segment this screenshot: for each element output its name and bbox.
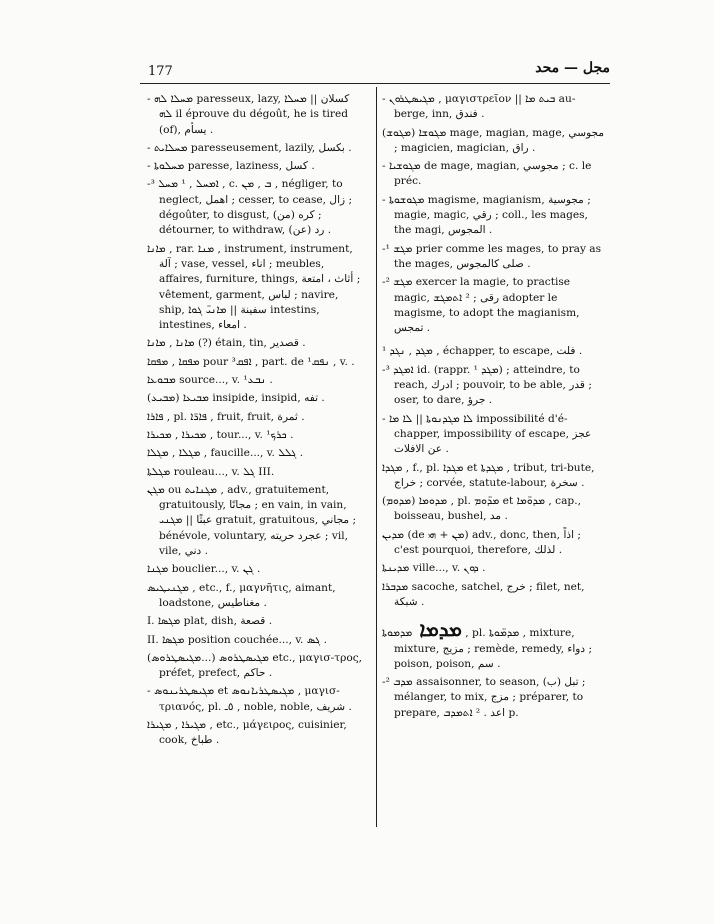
- entry-text: -³ ܐܡܓܕ id. (rappr. ¹ ܡܓܕ) ; atteindre, to reach, ادرك ; pouvoir, to be able, قدر ; oser, to dare, جرؤ .: [382, 363, 592, 407]
- dictionary-entry: [147, 483, 364, 559]
- entry-text: ܡܓܠܬܐ rouleau..., v. ܓܠ III.: [147, 465, 275, 478]
- entry-text: - ܡܚܠܐ ܠܗ paresseux, lazy, كسلان || ܡܚܠܐ ܠܗ il éprouve du dégoût, he is tired (of), يسأم .: [147, 93, 350, 136]
- entry-text: ܡܓܕܐ , f., pl. ܡܓܕܐ et ܡܓܕܬܐ , tribut, tri-bute, خراج ; corvée, statute-labour, سخرة .: [382, 461, 595, 489]
- dictionary-entry: [382, 494, 608, 525]
- entry-text: ܡܓܝܪܐ , ܡܓܝܪܐ , etc., μάγειρος, cuisinier, cook, طباخ .: [147, 718, 347, 747]
- dictionary-entry: [147, 336, 364, 351]
- entry-text: I. ܡܓܣܐ plat, dish, قصعة .: [147, 615, 273, 628]
- entry-text: - ܡܓܝܣܛܪܝܢܘܣ et ܡܓܝܣܛܪܝܐܢܘܣ , μαγισ-τριανός, pl. ٥ـ , noble, noble, شريف .: [147, 685, 352, 713]
- entry-text: - ܡܓܝܣܛܪܘܢ , μαγιστρεῖον || ܒܝܬ ܡܐ au-berge, inn, فندق .: [382, 93, 576, 121]
- entry-text: ܡܐܢܐ , ܡܐܢܐ (?) étain, tin, قصدير .: [147, 337, 306, 350]
- entry-text: ܡܕܡܘܬܐ , pl. ܡܕܡ̈ܘܬܐ , mixture, mixture, مزيج ; remède, remedy, دواء ; poison, poison, سم .: [382, 627, 593, 670]
- dictionary-entry: [147, 391, 364, 406]
- dictionary-entry: [147, 718, 364, 749]
- dictionary-entry: [382, 561, 608, 576]
- dictionary-entry: [147, 410, 364, 425]
- entry-text: ܡܐܢܐ , rar. ܡܢܐ , instrument, instrument, آلة ; vase, vessel, اناء ; meubles, affaires, furniture, things, أثاث ، امتعة ; vêtement, garment, لباس ; navire, ship, سفينة || ܡܐܢܝ̈ ܓܘܐ intestins, intestines, امعاء .: [147, 242, 361, 332]
- entry-text: - ܡܚܠܐܝܬ paresseusement, lazily, بكسل .: [147, 141, 352, 154]
- dictionary-entry: [382, 461, 608, 492]
- dictionary-entry: [382, 618, 608, 672]
- page-number: 177: [148, 64, 173, 79]
- dictionary-entry: [147, 159, 364, 174]
- headword-large: ܡܕܡܐ: [412, 617, 462, 642]
- running-head: مجل — محد: [535, 60, 610, 76]
- entry-text: -³ ܐܡܚܠ , ¹ ܡܚܠ , c. ܒ , ܡܢ , négliger, to neglect, اهمل ; cesser, to cease, زال ; dégoûter, to disgust, (من) كره ; détourner, to withdraw, (عن) رد .: [147, 178, 353, 237]
- dictionary-entry: [147, 355, 364, 370]
- dictionary-entry: [147, 242, 364, 334]
- dictionary-entry: [147, 373, 364, 388]
- dictionary-entry: [147, 465, 364, 480]
- dictionary-entry: [382, 363, 608, 409]
- entry-text: ܡܕܒܪܐ sacoche, satchel, خرج ; filet, net, شبكة .: [382, 580, 585, 608]
- dictionary-entry: [382, 193, 608, 239]
- dictionary-entry: [382, 242, 608, 273]
- left-column: [147, 92, 364, 752]
- entry-text: ܡܓܢ ou ܡܓܢܐܝܬ , adv., gratuitement, gratuitously, مجانًا ; en vain, in vain, عبثًا || ܡܓܢܝ gratuit, gratuitous, مجاني ; bénévole, voluntary, عجرد حريته ; vil, vile, دني .: [147, 483, 357, 558]
- dictionary-entry: [382, 275, 608, 336]
- dictionary-entry: [147, 633, 364, 648]
- entry-text: - ܡܓܘܫܝܐ de mage, magian, مجوسي ; c. le préc.: [382, 160, 592, 188]
- entry-text: ܡܒܘܥܐ source..., v. ¹ܢܒܥ .: [147, 374, 273, 387]
- dictionary-entry: [147, 177, 364, 238]
- entry-text: ܡܓܢܝܛܝܣ , etc., f., μαγνῆτις, aimant, loadstone, مغناطيس .: [147, 581, 336, 609]
- dictionary-entry: [147, 562, 364, 577]
- dictionary-entry: [147, 684, 364, 715]
- dictionary-entry: [147, 651, 364, 682]
- dictionary-entry: [147, 614, 364, 629]
- dictionary-entry: [147, 141, 364, 156]
- entry-text: - ܡܚܠܘܬܐ paresse, laziness, كسل .: [147, 160, 315, 173]
- dictionary-entry: [382, 159, 608, 190]
- entry-text: ܡܕܝܢ (de ܡܢ + ܗܝ) adv., donc, then, اذاً ; c'est pourquoi, therefore, لذلك .: [382, 528, 581, 557]
- entry-text: -¹ ܡܓܫ prier comme les mages, to pray as the mages, صلى كالمجوس .: [382, 242, 602, 270]
- entry-text: -² ܡܓܫ exercer la magie, to practise magic, رقى ; ² ܐܬܡܓܫ adopter le magisme, to adopt the magianism, تمجس .: [382, 276, 580, 335]
- right-column: [382, 92, 608, 724]
- entry-text: ¹ ܡܓܕ , ܢܓܕ , échapper, to escape, فلت .: [382, 345, 583, 358]
- entry-text: ܡܟܝܪܐ , ܡܟܝܪܐ , tour..., v. ¹ܟܪܟ .: [147, 428, 294, 441]
- entry-text: - ܡܓܘܫܘܬܐ magisme, magianism, مجوسية ; magie, magic, رقي ; coll., les mages, the magi, المجوس .: [382, 193, 591, 237]
- entry-text: - ܠܐ ܡܓܕܢܘܬܐ || ܠܐ ܡܐ impossibilité d'é-chapper, impossibility of escape, عجز عن الافلات .: [382, 412, 592, 456]
- dictionary-entry: [382, 126, 608, 157]
- dictionary-entry: [147, 446, 364, 461]
- dictionary-entry: [382, 675, 608, 721]
- entry-text: ܡܕܝܢܬܐ ville..., v. ܕܘܢ .: [382, 562, 486, 575]
- entry-text: ܡܦܩܐ , ܡܦܩܐ pour ³ܐܦܩ , part. de ¹ܢܦܩ , v. .: [147, 355, 355, 368]
- entry-text: II. ܡܓܣܐ position couchée..., v. ܓܣ .: [147, 633, 327, 646]
- entry-text: (ܡܕܘܡ) ܡܕܘܡܐ , pl. ܡܕ̈ܘܡ et ܡܕܘ̈ܡܐ , cap., boisseau, bushel, مد .: [382, 495, 581, 523]
- dictionary-entry: [382, 528, 608, 559]
- entry-text: (ܡܓܘܫ) ܡܓܘܫܐ mage, magian, mage, مجوسي ; magicien, magician, راق .: [382, 126, 605, 154]
- dictionary-entry: [147, 428, 364, 443]
- entry-text: ܦܐܪܐ , pl. ܦܐܪ̈ܐ , fruit, fruit, ثمرة .: [147, 410, 305, 423]
- entry-text: (ܡܒܝܥ) ܡܒܝܥܐ insipide, insipid, تفه .: [147, 392, 325, 405]
- entry-text: ܡܓܠܐ , ܡܓܠܐ , faucille..., v. ܓܠܠ .: [147, 447, 304, 460]
- dictionary-entry: [382, 344, 608, 359]
- dictionary-entry: [382, 92, 608, 123]
- dictionary-entry: [147, 581, 364, 612]
- dictionary-entry: [382, 412, 608, 458]
- dictionary-entry: [382, 580, 608, 611]
- entry-text: -² ܡܕܒ assaisonner, to season, (ب) تبل ; mélanger, to mix, مزج ; préparer, to prepare, اعد . ² ܐܬܡܕܒ p.: [382, 676, 586, 719]
- entry-text: (ܡܓܝܣܛܪܘܣ...) ܡܓܝܣܛܪܘܣ etc., μαγισ-τρος, préfet, prefect, حاكم .: [147, 651, 363, 680]
- entry-text: ܡܓܢܐ bouclier..., v. ܓܢ .: [147, 563, 261, 576]
- column-divider: [376, 87, 377, 827]
- dictionary-entry: [147, 92, 364, 138]
- header-rule: [140, 83, 610, 84]
